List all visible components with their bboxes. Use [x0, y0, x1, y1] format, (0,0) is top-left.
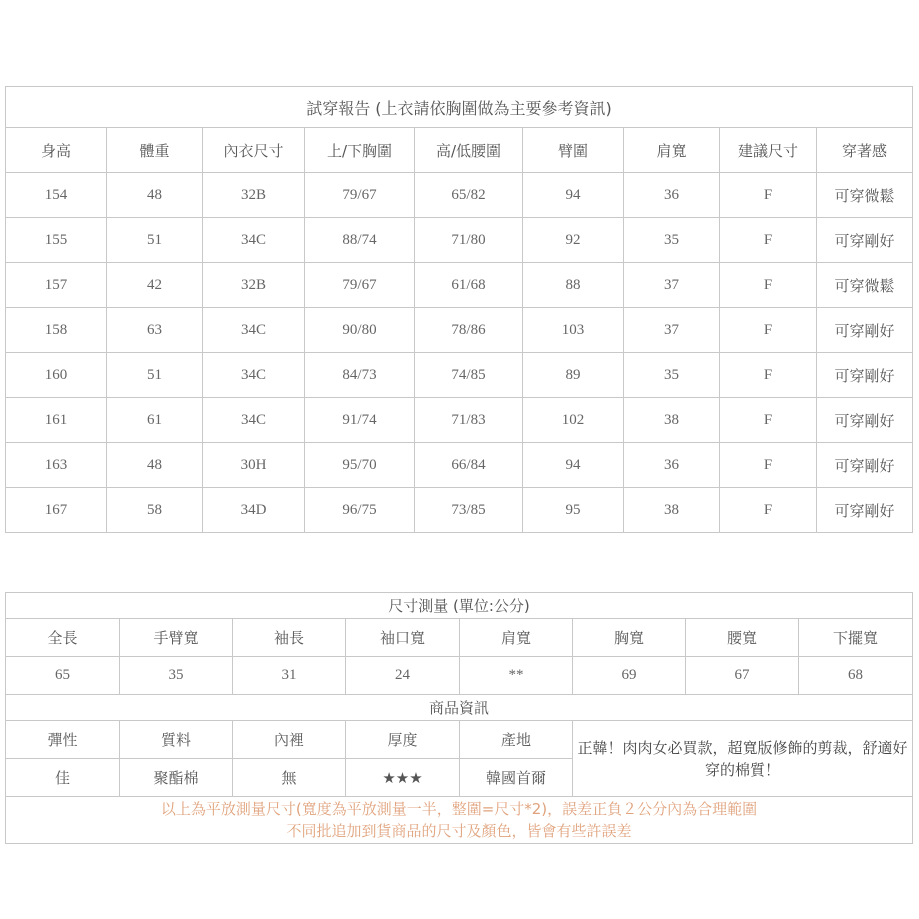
fit-report-table [5, 86, 913, 533]
fit-cell: 34C [203, 398, 305, 443]
size-value-cell: 68 [799, 657, 913, 695]
size-value-cell: 31 [233, 657, 346, 695]
fit-cell: 154 [6, 173, 107, 218]
fit-header-cell: 上/下胸圍 [305, 128, 415, 173]
fit-cell: 88 [523, 263, 624, 308]
product-value-cell: 韓國首爾 [460, 759, 573, 797]
fit-cell: 61 [107, 398, 203, 443]
fit-report-row [6, 443, 913, 488]
fit-cell: 163 [6, 443, 107, 488]
size-header-cell: 肩寬 [460, 619, 573, 657]
fit-cell: F [720, 398, 817, 443]
fit-cell: 可穿剛好 [817, 353, 913, 398]
fit-cell: 51 [107, 353, 203, 398]
fit-report-body [6, 173, 913, 533]
fit-header-cell: 臂圍 [523, 128, 624, 173]
fit-report-row [6, 263, 913, 308]
fit-cell: 71/83 [415, 398, 523, 443]
product-info-header-row [6, 721, 913, 759]
size-chart-header-row [6, 619, 913, 657]
product-header-cell: 質料 [120, 721, 233, 759]
fit-cell: 94 [523, 443, 624, 488]
size-chart-table [5, 592, 913, 844]
fit-header-cell: 穿著感 [817, 128, 913, 173]
size-value-cell: ** [460, 657, 573, 695]
size-header-cell: 胸寬 [573, 619, 686, 657]
fit-cell: 65/82 [415, 173, 523, 218]
fit-cell: 88/74 [305, 218, 415, 263]
fit-cell: F [720, 263, 817, 308]
size-value-cell: 67 [686, 657, 799, 695]
size-header-cell: 袖長 [233, 619, 346, 657]
fit-cell: 42 [107, 263, 203, 308]
fit-report-row [6, 308, 913, 353]
fit-cell: 89 [523, 353, 624, 398]
fit-report-row [6, 488, 913, 533]
fit-cell: 可穿剛好 [817, 488, 913, 533]
fit-cell: 可穿微鬆 [817, 173, 913, 218]
fit-cell: F [720, 443, 817, 488]
fit-cell: 38 [624, 488, 720, 533]
measurement-note-2: 不同批追加到貨商品的尺寸及顏色，皆會有些許誤差 [286, 822, 632, 840]
fit-cell: 74/85 [415, 353, 523, 398]
fit-cell: 38 [624, 398, 720, 443]
fit-cell: 35 [624, 218, 720, 263]
size-chart-values-row [6, 657, 913, 695]
size-value-cell: 69 [573, 657, 686, 695]
fit-cell: 103 [523, 308, 624, 353]
fit-report-title: 試穿報告 (上衣請依胸圍做為主要參考資訊) [6, 87, 913, 128]
product-value-cell: 佳 [6, 759, 120, 797]
fit-cell: 160 [6, 353, 107, 398]
size-value-cell: 35 [120, 657, 233, 695]
fit-report-row [6, 218, 913, 263]
fit-header-cell: 肩寬 [624, 128, 720, 173]
measurement-notes [6, 797, 913, 844]
fit-cell: 95 [523, 488, 624, 533]
fit-cell: 95/70 [305, 443, 415, 488]
product-header-cell: 產地 [460, 721, 573, 759]
fit-cell: 79/67 [305, 263, 415, 308]
fit-cell: 91/74 [305, 398, 415, 443]
fit-report-row [6, 173, 913, 218]
fit-cell: F [720, 173, 817, 218]
fit-cell: F [720, 488, 817, 533]
fit-cell: 61/68 [415, 263, 523, 308]
fit-cell: 37 [624, 308, 720, 353]
fit-cell: 32B [203, 173, 305, 218]
fit-report-row [6, 398, 913, 443]
fit-header-cell: 身高 [6, 128, 107, 173]
fit-cell: 58 [107, 488, 203, 533]
product-info-title: 商品資訊 [6, 695, 913, 721]
fit-cell: 155 [6, 218, 107, 263]
fit-cell: 48 [107, 173, 203, 218]
fit-cell: 34C [203, 308, 305, 353]
fit-cell: 84/73 [305, 353, 415, 398]
fit-cell: 161 [6, 398, 107, 443]
product-header-cell: 內裡 [233, 721, 346, 759]
fit-cell: 66/84 [415, 443, 523, 488]
size-header-cell: 全長 [6, 619, 120, 657]
fit-cell: 63 [107, 308, 203, 353]
fit-cell: 36 [624, 173, 720, 218]
fit-cell: 71/80 [415, 218, 523, 263]
fit-cell: 可穿微鬆 [817, 263, 913, 308]
size-chart-title: 尺寸測量 (單位:公分) [6, 593, 913, 619]
size-header-cell: 腰寬 [686, 619, 799, 657]
fit-cell: 34C [203, 218, 305, 263]
fit-header-cell: 高/低腰圍 [415, 128, 523, 173]
fit-cell: F [720, 218, 817, 263]
fit-cell: 34D [203, 488, 305, 533]
fit-cell: 可穿剛好 [817, 398, 913, 443]
fit-cell: 96/75 [305, 488, 415, 533]
fit-cell: 78/86 [415, 308, 523, 353]
fit-cell: 36 [624, 443, 720, 488]
fit-cell: 可穿剛好 [817, 308, 913, 353]
fit-cell: 94 [523, 173, 624, 218]
product-value-cell: ★★★ [346, 759, 460, 797]
fit-cell: 48 [107, 443, 203, 488]
fit-cell: 73/85 [415, 488, 523, 533]
size-header-cell: 袖口寬 [346, 619, 460, 657]
product-header-cell: 厚度 [346, 721, 460, 759]
fit-cell: 90/80 [305, 308, 415, 353]
fit-cell: 157 [6, 263, 107, 308]
fit-cell: 79/67 [305, 173, 415, 218]
fit-cell: 102 [523, 398, 624, 443]
product-description: 正韓！肉肉女必買款，超寬版修飾的剪裁，舒適好穿的棉質！ [573, 721, 913, 797]
fit-cell: 30H [203, 443, 305, 488]
fit-cell: F [720, 308, 817, 353]
fit-header-cell: 體重 [107, 128, 203, 173]
measurement-note-1: 以上為平放測量尺寸(寬度為平放測量一半，整圍=尺寸*2)，誤差正負２公分內為合理範圍 [160, 800, 758, 818]
fit-header-cell: 內衣尺寸 [203, 128, 305, 173]
fit-cell: 167 [6, 488, 107, 533]
product-value-cell: 聚酯棉 [120, 759, 233, 797]
fit-cell: 34C [203, 353, 305, 398]
fit-cell: 158 [6, 308, 107, 353]
fit-cell: 92 [523, 218, 624, 263]
product-value-cell: 無 [233, 759, 346, 797]
fit-cell: 35 [624, 353, 720, 398]
fit-cell: 可穿剛好 [817, 218, 913, 263]
fit-cell: 51 [107, 218, 203, 263]
size-header-cell: 手臂寬 [120, 619, 233, 657]
fit-header-cell: 建議尺寸 [720, 128, 817, 173]
fit-cell: 32B [203, 263, 305, 308]
fit-cell: 37 [624, 263, 720, 308]
size-header-cell: 下擺寬 [799, 619, 913, 657]
fit-cell: F [720, 353, 817, 398]
product-header-cell: 彈性 [6, 721, 120, 759]
size-value-cell: 24 [346, 657, 460, 695]
fit-report-row [6, 353, 913, 398]
fit-cell: 可穿剛好 [817, 443, 913, 488]
size-value-cell: 65 [6, 657, 120, 695]
fit-report-header-row [6, 128, 913, 173]
